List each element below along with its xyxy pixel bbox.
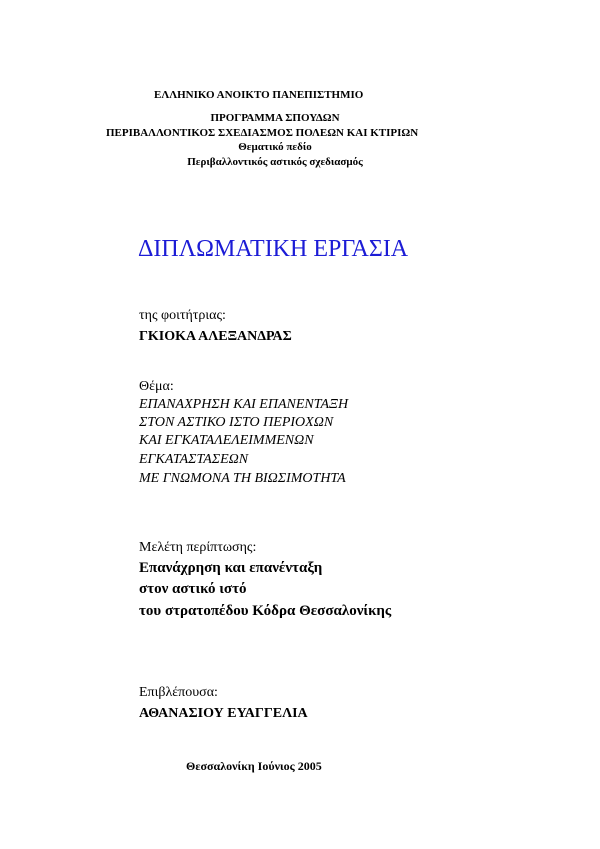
supervisor-label: Επιβλέπουσα:	[139, 685, 218, 700]
university-name: ΕΛΛΗΝΙΚΟ ΑΝΟΙΚΤΟ ΠΑΝΕΠΙΣΤΗΜΙΟ	[154, 89, 364, 101]
case-study-label: Μελέτη περίπτωσης:	[139, 540, 257, 555]
topic-label: Θέμα:	[139, 379, 174, 394]
topic-line: ΜΕ ΓΝΩΜΟΝΑ ΤΗ ΒΙΩΣΙΜΟΤΗΤΑ	[139, 471, 346, 486]
supervisor-name: ΑΘΑΝΑΣΙΟΥ ΕΥΑΓΓΕΛΙΑ	[139, 706, 308, 721]
field-label: Θεματικό πεδίο	[238, 141, 312, 153]
topic-line: ΚΑΙ ΕΓΚΑΤΑΛΕΛΕΙΜΜΕΝΩΝ	[139, 433, 314, 448]
student-label: της φοιτήτριας:	[139, 308, 226, 323]
field-name: Περιβαλλοντικός αστικός σχεδιασμός	[187, 156, 363, 168]
document-title: ΔΙΠΛΩΜΑΤΙΚΗ ΕΡΓΑΣΙΑ	[138, 236, 409, 262]
topic-line: ΕΓΚΑΤΑΣΤΑΣΕΩΝ	[139, 452, 249, 467]
program-name: ΠΕΡΙΒΑΛΛΟΝΤΙΚΟΣ ΣΧΕΔΙΑΣΜΟΣ ΠΟΛΕΩΝ ΚΑΙ ΚΤΙΡΙΩΝ	[106, 127, 419, 139]
topic-line: ΣΤΟΝ ΑΣΤΙΚΟ ΙΣΤΟ ΠΕΡΙΟΧΩΝ	[139, 415, 334, 430]
case-study-line: στον αστικό ιστό	[139, 581, 247, 597]
case-study-line: του στρατοπέδου Κόδρα Θεσσαλονίκης	[139, 603, 392, 619]
place-and-date: Θεσσαλονίκη Ιούνιος 2005	[186, 759, 322, 773]
case-study-line: Επανάχρηση και επανένταξη	[139, 560, 323, 576]
program-label: ΠΡΟΓΡΑΜΜΑ ΣΠΟΥΔΩΝ	[210, 112, 340, 124]
topic-line: ΕΠΑΝΑΧΡΗΣΗ ΚΑΙ ΕΠΑΝΕΝΤΑΞΗ	[139, 397, 349, 412]
student-name: ΓΚΙΟΚΑ ΑΛΕΞΑΝΔΡΑΣ	[139, 329, 292, 344]
